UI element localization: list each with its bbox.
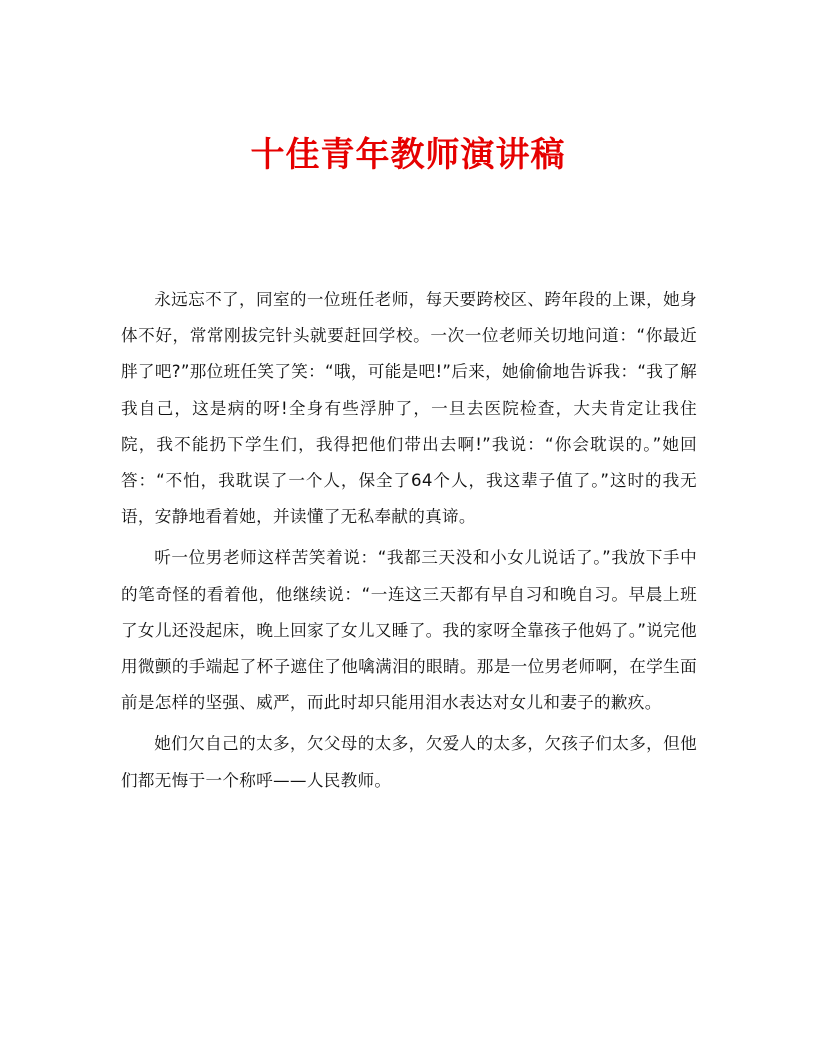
document-title: 十佳青年教师演讲稿 bbox=[250, 134, 566, 175]
paragraph-1: 永远忘不了，同室的一位班任老师，每天要跨校区、跨年段的上课，她身体不好，常常刚拔完针头就要赶回学校。一次一位老师关切地问道：“你最近胖了吧?”那位班任笑了笑：“哦，可能是吧!”后来，她偷偷地告诉我：“我了解我自己，这是病的呀!全身有些浮肿了，一旦去医院检查，大夫肯定让我住院，我不能扔下学生们，我得把他们带出去啊!”我说：“你会耽误的。”她回答：“不怕，我耽误了一个人，保全了64个人，我这辈子值了。”这时的我无语，安静地看着她，并读懂了无私奉献的真谛。 bbox=[121, 290, 697, 527]
paragraph-2: 听一位男老师这样苦笑着说：“我都三天没和小女儿说话了。”我放下手中的笔奇怪的看着他，他继续说：“一连这三天都有早自习和晚自习。早晨上班了女儿还没起床，晚上回家了女儿又睡了。我的家呀全靠孩子他妈了。”说完他用微颤的手端起了杯子遮住了他噙满泪的眼睛。那是一位男老师啊，在学生面前是怎样的坚强、威严，而此时却只能用泪水表达对女儿和妻子的歉疚。 bbox=[121, 548, 697, 713]
paragraph-3: 她们欠自己的太多，欠父母的太多，欠爱人的太多，欠孩子们太多，但他们都无悔于一个称呼——人民教师。 bbox=[121, 734, 697, 790]
document-body bbox=[121, 282, 697, 799]
